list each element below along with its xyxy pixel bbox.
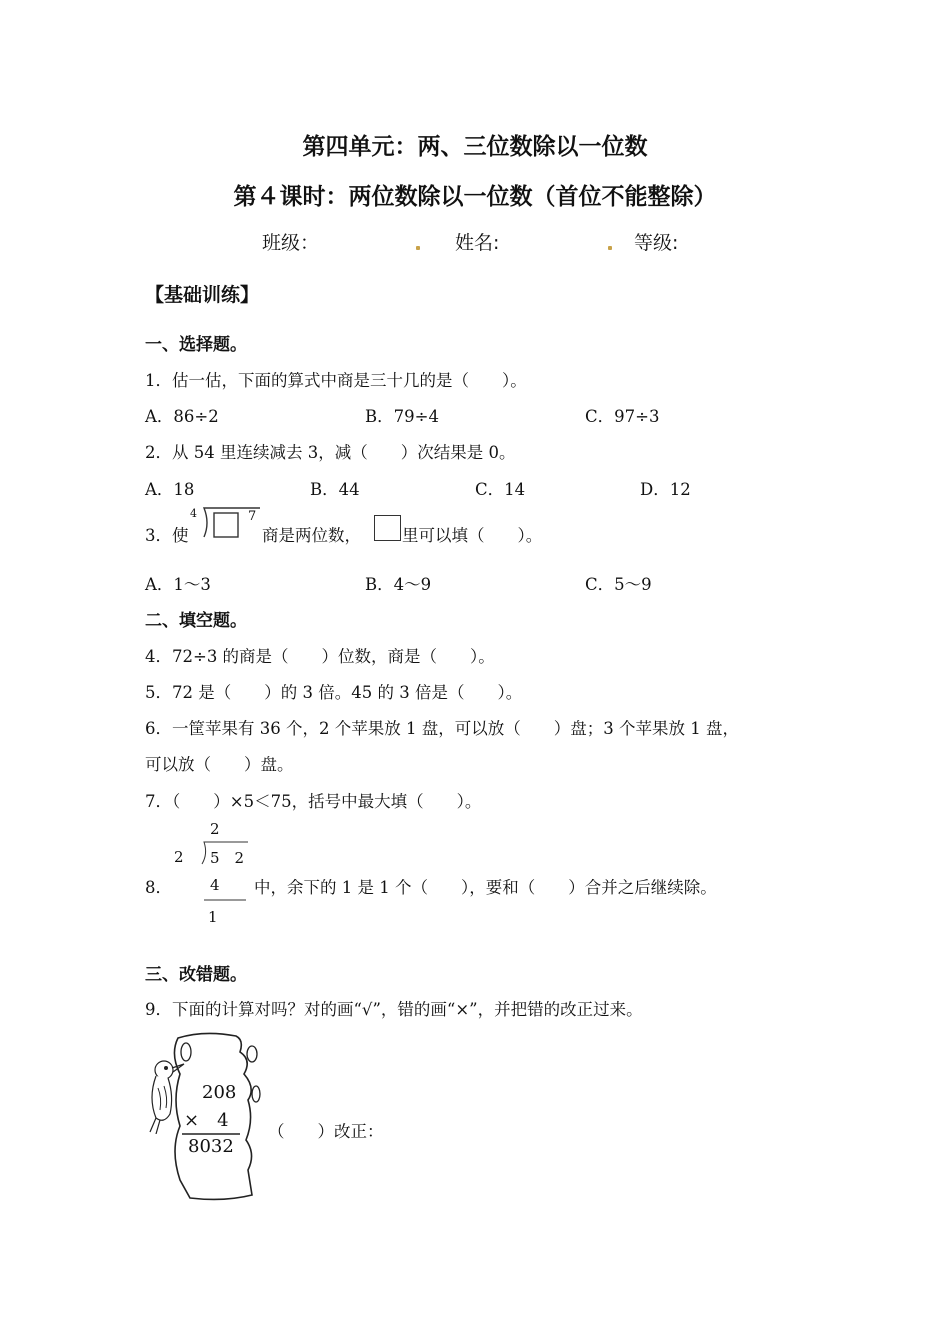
q1-option-a: A．86÷2 (145, 407, 219, 426)
q2-option-a: A．18 (145, 480, 195, 499)
question-9: 9．下面的计算对吗？对的画“√”，错的画“×”，并把错的改正过来。 (145, 1000, 643, 1019)
question-1: 1．估一估，下面的算式中商是三十几的是（ ）。 (145, 371, 527, 390)
q8-divisor: 2 (174, 848, 184, 866)
q9-answer: （ ）改正： (268, 1122, 384, 1141)
q3-box-icon (374, 515, 401, 541)
q9-illustration (144, 1030, 264, 1205)
question-6-line2: 可以放（ ）盘。 (145, 755, 294, 774)
question-6-line1: 6．一筐苹果有 36 个，2 个苹果放 1 盘，可以放（ ）盘；3 个苹果放 1 盘， (145, 719, 739, 738)
q3-division-figure (190, 505, 262, 541)
blank-mark (416, 246, 420, 250)
section-correct: 三、改错题。 (145, 965, 247, 985)
question-5: 5．72 是（ ）的 3 倍。45 的 3 倍是（ ）。 (145, 683, 523, 702)
q2-option-b: B．44 (310, 480, 360, 499)
q8-long-division (172, 818, 252, 930)
question-7: 7．（ ）×5＜75，括号中最大填（ ）。 (145, 792, 482, 811)
q3-option-b: B．4～9 (365, 575, 432, 594)
section-choice: 一、选择题。 (145, 335, 247, 355)
question-8-number: 8． (145, 878, 172, 897)
q8-quotient: 2 (210, 820, 220, 838)
q3-option-c: C．5～9 (585, 575, 652, 594)
q9-multiplicand: 208 (202, 1082, 237, 1103)
question-8-text: 中，余下的 1 是 1 个（ ），要和（ ）合并之后继续除。 (254, 878, 717, 897)
q2-option-c: C．14 (475, 480, 526, 499)
q3-suffix: 里可以填（ ）。 (402, 526, 543, 545)
q2-option-d: D．12 (640, 480, 691, 499)
q3-option-a: A．1～3 (145, 575, 211, 594)
question-4: 4．72÷3 的商是（ ）位数，商是（ ）。 (145, 647, 495, 666)
grade-label: 等级: (634, 232, 679, 254)
q3-dividend-tail: 7 (248, 509, 257, 524)
lesson-title: 第４课时：两位数除以一位数（首位不能整除） (233, 184, 717, 210)
q9-product: 8032 (188, 1136, 234, 1157)
q8-remainder: 1 (208, 908, 218, 926)
section-basic-training: 【基础训练】 (145, 284, 260, 306)
q3-divisor: 4 (190, 507, 197, 520)
name-label: 姓名: (455, 232, 500, 254)
q8-product: 4 (210, 876, 220, 894)
question-2: 2．从 54 里连续减去 3，减（ ）次结果是 0。 (145, 443, 516, 462)
blank-mark (608, 246, 612, 250)
q1-option-b: B．79÷4 (365, 407, 439, 426)
q3-prefix: 3．使 (145, 526, 189, 545)
woodpecker-icon (146, 1054, 186, 1134)
section-fill: 二、填空题。 (145, 611, 247, 631)
q3-middle: 商是两位数， (262, 526, 361, 545)
page-title: 第四单元：两、三位数除以一位数 (302, 134, 648, 160)
class-label: 班级： (262, 232, 320, 254)
q9-multiplier: × 4 (184, 1110, 229, 1131)
q1-option-c: C．97÷3 (585, 407, 660, 426)
q8-dividend: 5 2 (210, 849, 245, 867)
